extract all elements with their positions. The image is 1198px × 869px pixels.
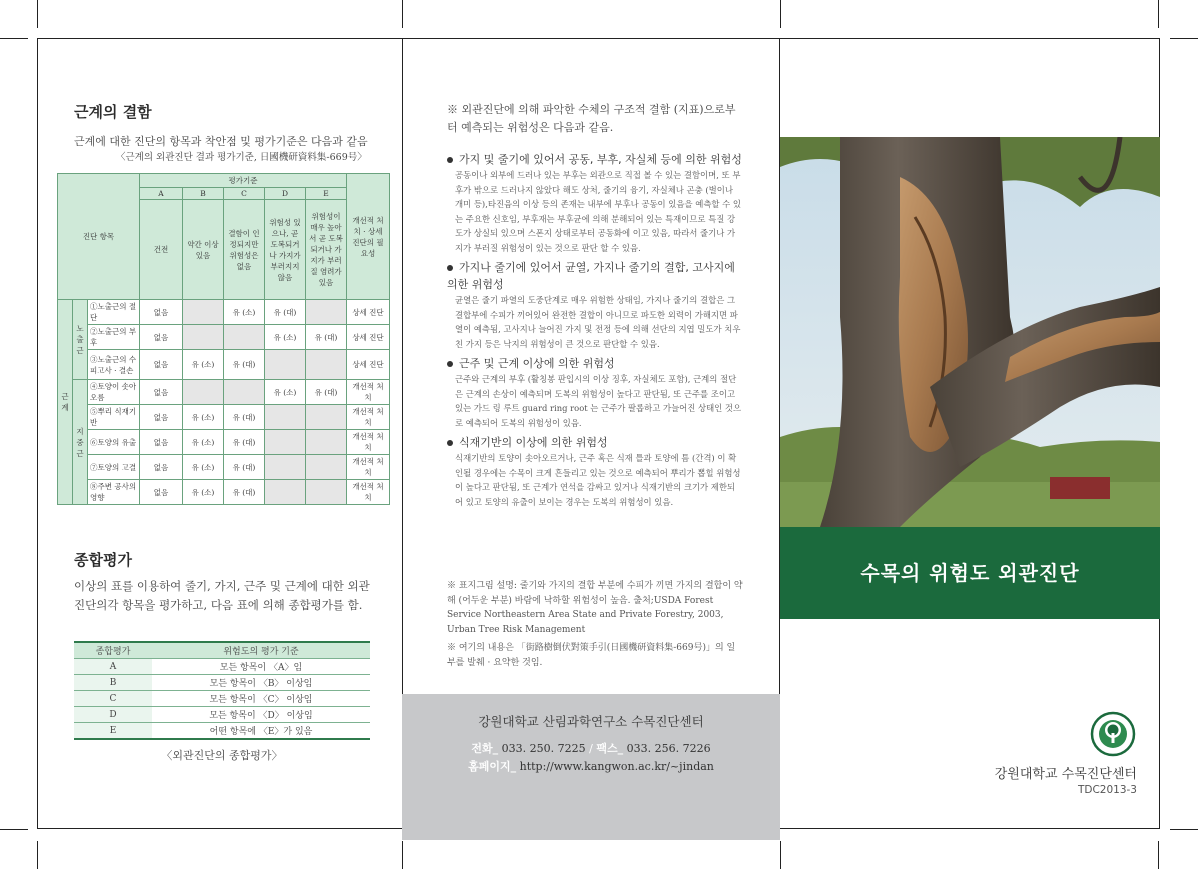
- cell: 유 (소): [265, 325, 306, 350]
- cell: [265, 430, 306, 455]
- cell: 개선적 처치: [347, 480, 390, 505]
- cell: 유 (대): [265, 300, 306, 325]
- cell: [306, 455, 347, 480]
- cell: 유 (대): [224, 430, 265, 455]
- summary-text: 이상의 표를 이용하여 줄기, 가지, 근주 및 근계에 대한 외관 진단의각 항목을 평가하고, 다음 표에 의해 종합평가를 함.: [74, 579, 370, 612]
- bullet-icon: [447, 157, 453, 163]
- cell: 유 (대): [306, 325, 347, 350]
- cell: [183, 325, 224, 350]
- cell: 개선적 처치: [347, 455, 390, 480]
- table-row: [58, 455, 390, 480]
- fax-label: 팩스_: [596, 742, 624, 755]
- contact-phone-line: [402, 740, 780, 756]
- cell: 유 (소): [224, 300, 265, 325]
- row-item: ③노출근의 수피고사 · 결손: [88, 350, 140, 380]
- table-row: [58, 350, 390, 380]
- summary-table-caption: 〈외관진단의 종합평가〉: [161, 749, 283, 762]
- row-item: ⑥토양의 유출: [88, 430, 140, 455]
- cover-title: 수목의 위험도 외관진단: [860, 561, 1080, 585]
- cell: 유 (소): [183, 430, 224, 455]
- risk-section-list: [447, 151, 743, 509]
- table-row: [74, 723, 370, 740]
- grade-desc: 약간 이상 있음: [183, 200, 224, 300]
- risk-section-title: 식재기반의 이상에 의한 위험성: [459, 436, 608, 449]
- contact-box: [402, 694, 780, 840]
- cell: [306, 300, 347, 325]
- risk-section-body: 근주와 근계의 부후 (활칭봉 판입시의 이상 징후, 자실체도 포함), 근계의 절단은 근계의 손상이 예측되며 도복의 위험성이 높다고 판단됨, 또 근주를 조이고 있는 가드 링 루트 guard ring root 는 근주가 팔롭하고 가늘어진 상태인 것으로 예측되어 도복의 위험성이 있음.: [455, 374, 742, 428]
- table-row: [58, 480, 390, 505]
- cell: [306, 405, 347, 430]
- table-row: [58, 380, 390, 405]
- cell: 모든 항목이 〈A〉임: [152, 659, 370, 675]
- table-row: [58, 300, 390, 325]
- tree-photo: [780, 137, 1160, 527]
- web-label: 홈페이지_: [468, 760, 517, 773]
- cell: 없음: [140, 455, 183, 480]
- crop-mark: [402, 841, 403, 869]
- cell: [265, 480, 306, 505]
- bullet-icon: [447, 265, 453, 271]
- crop-mark: [1158, 841, 1159, 869]
- risk-intro: ※ 외관진단에 의해 파악한 수체의 구조적 결함 (지표)으로부터 예측되는 위험성은 다음과 같음.: [447, 103, 736, 134]
- root-eval-table: [57, 173, 390, 505]
- table-row: [58, 405, 390, 430]
- grade-label: C: [224, 188, 265, 200]
- cell: 상세 진단: [347, 300, 390, 325]
- tree-photo-image: [780, 137, 1160, 527]
- cell: 유 (대): [224, 350, 265, 380]
- grade-desc: 결함이 인정되지만 위험성은 없음: [224, 200, 265, 300]
- risk-section-title: 가지나 줄기에 있어서 균열, 가지나 줄기의 결합, 고사지에 의한 위험성: [447, 261, 735, 291]
- cell: C: [74, 691, 152, 707]
- cell: 없음: [140, 350, 183, 380]
- col-header: 위험도의 평가 기준: [152, 642, 370, 659]
- cell: 개선적 처치: [347, 380, 390, 405]
- bullet-icon: [447, 440, 453, 446]
- cell: 유 (대): [224, 455, 265, 480]
- risk-section-body: 공동이나 외부에 드러나 있는 부후는 외관으로 직접 볼 수 있는 결함이며, 또 부후가 밖으로 드러나지 않았다 해도 상처, 줄기의 융기, 자실체나 곤충 (벌이나 개미 등),타진음의 이상 등의 존재는 내부에 부후나 공동이 있음을 예측할 수 있는 주요한 신호임, 부후재는 부후균에 의해 분해되어 있는 특재이므로 특질 강도가 상실되 있으며 스폰지 상태로부터 공동화에 이고 있음, 따라서 줄기나 가지가 부러질 위험성이 있는 것으로 판단 할 수 있음.: [455, 170, 742, 253]
- cell: 없음: [140, 380, 183, 405]
- row-item: ①노출근의 절단: [88, 300, 140, 325]
- crop-mark: [1170, 829, 1198, 830]
- middle-panel: [402, 38, 780, 829]
- cell: 없음: [140, 405, 183, 430]
- risk-section: [447, 355, 743, 430]
- grade-label: D: [265, 188, 306, 200]
- cell: 없음: [140, 325, 183, 350]
- section-title-summary: 종합평가: [74, 551, 132, 569]
- separator: /: [589, 742, 597, 755]
- cell: D: [74, 707, 152, 723]
- grade-desc: 위험성이 매우 높아서 곧 도복되거나 가지가 부러질 염려가 있음: [306, 200, 347, 300]
- center-logo: [1090, 711, 1136, 757]
- web-url[interactable]: http://www.kangwon.ac.kr/~jindan: [519, 760, 714, 773]
- col-header: 종합평가: [74, 642, 152, 659]
- cell: [265, 350, 306, 380]
- group-outer-label: 근계: [58, 300, 73, 505]
- group-exposed-label: 노출근: [73, 300, 88, 380]
- crop-mark: [0, 829, 28, 830]
- fax-number: 033. 256. 7226: [626, 742, 711, 755]
- table-row: [74, 691, 370, 707]
- crop-mark: [402, 0, 403, 28]
- crop-mark: [1158, 0, 1159, 28]
- risk-section-body: 식재기반의 토양이 솟아오르거나, 근주 혹은 식재 틀과 토양에 틈 (간격) 이 확인될 경우에는 수목이 크게 흔들리고 있는 것으로 예측되어 뿌리가 뽑힐 위험성이 높다고 판단됨, 또 근계가 연석을 감싸고 있거나 식재기반의 크기가 제한되어 있고 토양의 유출이 보이는 경우는 도복의 위험성이 있음.: [455, 453, 741, 507]
- grade-desc: 건전: [140, 200, 183, 300]
- cover-org: 강원대학교 수목진단센터: [994, 767, 1137, 782]
- crop-mark: [1170, 38, 1198, 39]
- contact-org: 강원대학교 산림과학연구소 수목진단센터: [478, 714, 704, 729]
- root-source: 〈근계의 외관진단 결과 평가기준, 日國機研資料集-669号〉: [116, 152, 367, 163]
- row-item: ④토양이 솟아오름: [88, 380, 140, 405]
- crop-mark: [37, 0, 38, 28]
- risk-section: [447, 259, 743, 351]
- cell: 유 (대): [224, 480, 265, 505]
- cell: B: [74, 675, 152, 691]
- crop-mark: [780, 0, 781, 28]
- row-item: ⑦토양의 고결: [88, 455, 140, 480]
- cell: [183, 380, 224, 405]
- cell: [224, 380, 265, 405]
- cell: 유 (소): [183, 455, 224, 480]
- cell: 없음: [140, 430, 183, 455]
- table-row: [74, 675, 370, 691]
- crop-mark: [780, 841, 781, 869]
- risk-section-title: 가지 및 줄기에 있어서 공동, 부후, 자실체 등에 의한 위험성: [459, 153, 742, 166]
- row-item: ⑧주변 공사의 영향: [88, 480, 140, 505]
- grade-label: E: [306, 188, 347, 200]
- cell: [265, 405, 306, 430]
- cell: 유 (대): [224, 405, 265, 430]
- table-row: [74, 707, 370, 723]
- source-note: ※ 여기의 내용은 「街路樹倒伏對策手引(日國機研資料集-669号)」의 일부를 발췌 · 요약한 것임.: [447, 643, 736, 668]
- cover-panel: [780, 38, 1160, 829]
- cell: 상세 진단: [347, 325, 390, 350]
- crop-mark: [37, 841, 38, 869]
- cell: 없음: [140, 480, 183, 505]
- eval-criteria-header: 평가기준: [140, 174, 347, 188]
- crop-mark: [0, 38, 28, 39]
- cell: [306, 350, 347, 380]
- cell: 어떤 항목에 〈E〉가 있음: [152, 723, 370, 740]
- summary-eval-table: [74, 641, 370, 740]
- cell: [265, 455, 306, 480]
- phone-number: 033. 250. 7225: [501, 742, 586, 755]
- cover-code: TDC2013-3: [1077, 784, 1137, 796]
- action-header: 개선적 처치 · 상세 진단의 필요성: [347, 174, 390, 300]
- cell: [306, 430, 347, 455]
- cell: 모든 항목이 〈B〉 이상임: [152, 675, 370, 691]
- cell: 유 (소): [265, 380, 306, 405]
- left-panel: [37, 38, 402, 829]
- cell: 개선적 처치: [347, 430, 390, 455]
- cell: [183, 300, 224, 325]
- cell: [224, 325, 265, 350]
- cell: 유 (소): [183, 480, 224, 505]
- table-row: [58, 430, 390, 455]
- diag-item-header: 진단 항목: [58, 174, 140, 300]
- cover-note: ※ 표지그림 설명: 줄기와 가지의 결합 부분에 수피가 끼면 가지의 결합이 약해 (어두운 부분) 바람에 낙하할 위험성이 높음. 출처;USDA Forest Service Northeastern Area State and Private Forestry, 2003, Urban Tree Risk Management: [447, 581, 743, 635]
- cell: E: [74, 723, 152, 740]
- phone-label: 전화_: [471, 742, 499, 755]
- risk-section-title: 근주 및 근계 이상에 의한 위험성: [459, 357, 615, 370]
- risk-section: [447, 434, 743, 509]
- cell: 유 (소): [183, 405, 224, 430]
- row-item: ⑤뿌리 식재기반: [88, 405, 140, 430]
- cell: 없음: [140, 300, 183, 325]
- cell: A: [74, 659, 152, 675]
- section-title-root-defects: 근계의 결함: [74, 103, 152, 121]
- cell: 개선적 처치: [347, 405, 390, 430]
- group-under-label: 지중근: [73, 380, 88, 505]
- contact-web-line: [402, 758, 780, 774]
- cell: 모든 항목이 〈C〉 이상임: [152, 691, 370, 707]
- cell: 모든 항목이 〈D〉 이상임: [152, 707, 370, 723]
- table-row: [58, 325, 390, 350]
- root-intro: 근계에 대한 진단의 항목과 착안점 및 평가기준은 다음과 같음: [74, 135, 368, 148]
- row-item: ②노출근의 부후: [88, 325, 140, 350]
- tree-logo-icon: [1090, 711, 1136, 757]
- table-row: [74, 659, 370, 675]
- cell: [306, 480, 347, 505]
- cell: 유 (대): [306, 380, 347, 405]
- cell: 유 (소): [183, 350, 224, 380]
- grade-label: B: [183, 188, 224, 200]
- risk-section: [447, 151, 743, 255]
- grade-desc: 위험성 있으나, 곧 도복되거나 가지가 부러지지 않음: [265, 200, 306, 300]
- grade-label: A: [140, 188, 183, 200]
- title-band: [780, 527, 1160, 619]
- bullet-icon: [447, 361, 453, 367]
- cell: 상세 진단: [347, 350, 390, 380]
- risk-section-body: 균열은 줄기 파열의 도중단계로 매우 위험한 상태임, 가지나 줄기의 결합은 그 결합부에 수피가 끼어있어 완전한 결합이 아니므로 파도한 외력이 가해지면 파열이 예측됨, 고사지나 늘어진 가지 및 전정 등에 의해 선단의 지엽 밀도가 치우친 가지 등은 낙지의 위험성이 큰 것으로 판단할 수 있음.: [455, 295, 741, 349]
